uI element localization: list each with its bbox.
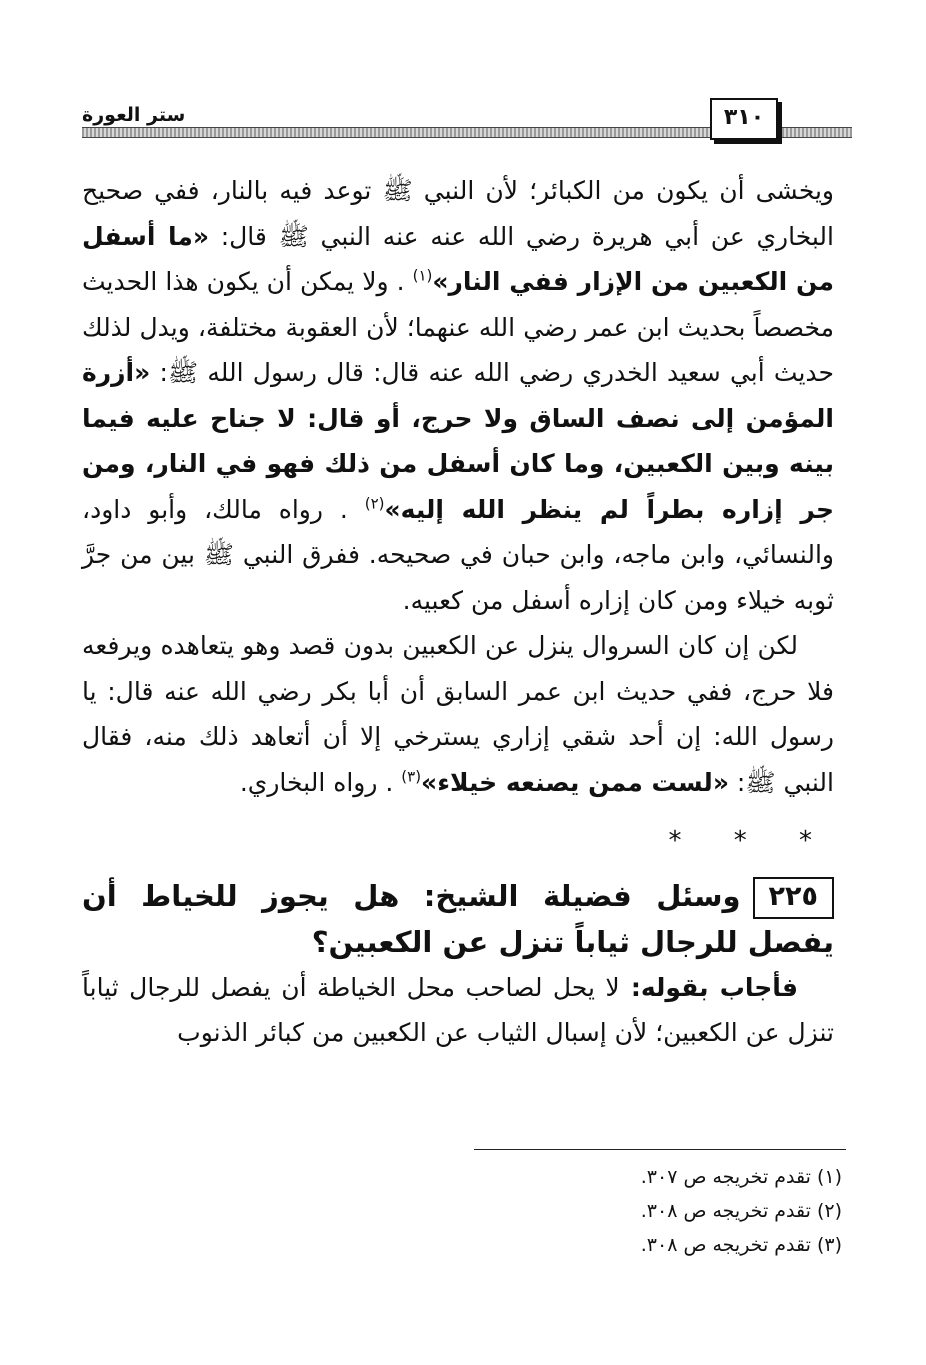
footnote-rule — [474, 1149, 846, 1150]
page-number: ٣١٠ — [710, 98, 778, 140]
hadith-quote-2: «أزرة المؤمن إلى نصف الساق ولا حرج، أو قال: لا جناح عليه فيما بينه وبين الكعبين، وما كان أسفل من ذلك فهو في النار، ومن جر إزاره بطراً لم ينظر الله إليه» — [82, 358, 834, 524]
paragraph-2: لكن إن كان السروال ينزل عن الكعبين بدون قصد وهو يتعاهده ويرفعه فلا حرج، ففي حديث ابن عمر السابق أن أبا بكر رضي الله عنه قال: يا رسول الله: إن أحد شقي إزاري يسترخي إلا أن أتعاهد ذلك منه، فقال النبي ﷺ: «لست ممن يصنعه خيلاء»$^{(٣)}$ . رواه البخاري. — [82, 631, 834, 797]
paragraph-1: ويخشى أن يكون من الكبائر؛ لأن النبي ﷺ توعد فيه بالنار، ففي صحيح البخاري عن أبي هريرة رضي الله عنه عنه النبي ﷺ قال: «ما أسفل من الكعبين من الإزار ففي النار»$^{(١)}$ . ولا يمكن أن يكون هذا الحديث مخصصاً بحديث ابن عمر رضي الله عنهما؛ لأن العقوبة مختلفة، ويدل لذلك حديث أبي سعيد الخدري رضي الله عنه قال: قال رسول الله ﷺ: «أزرة المؤمن إلى نصف الساق ولا حرج، أو قال: لا جناح عليه فيما بينه وبين الكعبين، وما كان أسفل من ذلك فهو في النار، ومن جر إزاره بطراً لم ينظر الله إليه»$^{(٢)}$ . رواه مالك، وأبو داود، والنسائي، وابن ماجه، وابن حبان في صحيحه. ففرق النبي ﷺ بين من جرَّ ثوبه خيلاء ومن كان إزاره أسفل من كعبيه. — [82, 176, 835, 615]
question-text: وسئل فضيلة الشيخ: هل يجوز للخياط أن يفصل للرجال ثياباً تنزل عن الكعبين؟ — [82, 878, 834, 959]
main-text — [82, 168, 834, 1056]
footnote-2: (٢) تقدم تخريجه ص ٣٠٨. — [640, 1200, 842, 1222]
answer-text: لا يحل لصاحب محل الخياطة أن يفصل للرجال ثياباً تنزل عن الكعبين؛ لأن إسبال الثياب عن الكعبين من كبائر الذنوب — [82, 972, 834, 1047]
footnote-1: (١) تقدم تخريجه ص ٣٠٧. — [640, 1166, 842, 1188]
question-number: ٢٢٥ — [753, 877, 834, 919]
answer-lead: فأجاب بقوله: — [619, 972, 798, 1002]
footnote-ref-2: (٢) — [364, 494, 385, 513]
section-separator: * * * — [668, 826, 834, 856]
footnote-ref-1: (١) — [412, 266, 433, 285]
running-title: ستر العورة — [82, 104, 186, 126]
hadith-quote-1: «ما أسفل من الكعبين من الإزار ففي النار» — [82, 221, 835, 296]
footnote-3: (٣) تقدم تخريجه ص ٣٠٨. — [640, 1234, 842, 1256]
page-header — [82, 92, 852, 142]
answer — [82, 965, 834, 1056]
footnote-ref-3: (٣) — [401, 767, 422, 786]
question — [82, 873, 834, 965]
hadith-quote-3: «لست ممن يصنعه خيلاء» — [421, 767, 729, 797]
footnotes — [574, 1160, 842, 1262]
